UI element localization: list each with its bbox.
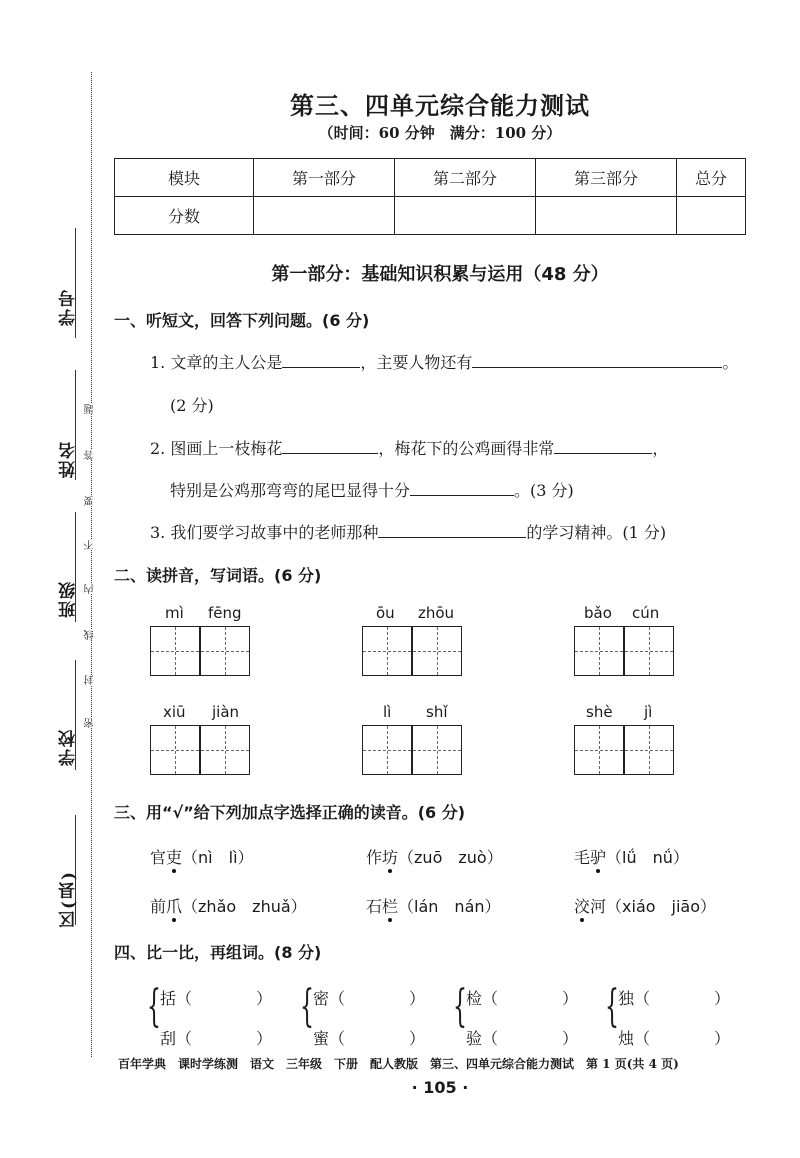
- pronunciation-options[interactable]: （nì lì）: [182, 848, 254, 867]
- q1-sentence-2-cont: 特别是公鸡那弯弯的尾巴显得十分 。(3 分): [170, 481, 574, 500]
- pronunciation-item: 前爪（zhǎo zhuǎ）: [150, 897, 307, 916]
- writing-grid-cell[interactable]: [200, 626, 250, 676]
- seal-char: 内: [85, 584, 96, 594]
- name-label: 姓名: [59, 440, 79, 478]
- q1-sentence-3: 3. 我们要学习故事中的老师那种 的学习精神。(1 分): [150, 523, 667, 542]
- pinyin-label: fēng: [208, 604, 242, 622]
- q3-title: 三、用“√”给下列加点字选择正确的读音。(6 分): [114, 803, 466, 822]
- pronunciation-options[interactable]: （lán nán）: [398, 897, 501, 916]
- school-label: 学校: [59, 728, 79, 766]
- answer-blank[interactable]: [410, 481, 514, 496]
- compare-word[interactable]: 括（ ）: [160, 989, 273, 1008]
- student-id-label: 学号: [59, 288, 79, 326]
- score-row-label: 分数: [115, 197, 254, 235]
- binding-dotted-line: [91, 72, 92, 1057]
- compare-word[interactable]: 蜜（ ）: [313, 1029, 426, 1048]
- score-header-cell: 第二部分: [395, 159, 536, 197]
- district-label: 区(县): [59, 870, 79, 929]
- score-header-cell: 模块: [115, 159, 254, 197]
- pinyin-label: zhōu: [418, 604, 455, 622]
- compare-word[interactable]: 烛（ ）: [618, 1029, 731, 1048]
- seal-char: 答: [85, 450, 96, 460]
- score-cell[interactable]: [395, 197, 536, 235]
- pinyin-label: shè: [586, 703, 613, 721]
- score-header-cell: 第一部分: [254, 159, 395, 197]
- dotted-char: 爪: [166, 897, 183, 916]
- writing-grid-cell[interactable]: [412, 626, 462, 676]
- score-cell[interactable]: [677, 197, 746, 235]
- writing-grid-cell[interactable]: [412, 725, 462, 775]
- q1-sentence-1: 1. 文章的主人公是 ，主要人物还有 。: [150, 353, 739, 372]
- pinyin-label: mì: [165, 604, 184, 622]
- writing-grid-cell[interactable]: [362, 626, 412, 676]
- score-table-score-row: [115, 197, 746, 235]
- pinyin-label: jì: [644, 703, 653, 721]
- page-subtitle: （时间：60 分钟 满分：100 分）: [318, 124, 562, 142]
- part1-title: 第一部分：基础知识积累与运用（48 分）: [271, 264, 609, 285]
- seal-char: 线: [85, 630, 96, 640]
- dotted-char: 洨: [574, 897, 591, 916]
- pronunciation-options[interactable]: （xiáo jiāo）: [606, 897, 717, 916]
- writing-grid-cell[interactable]: [574, 725, 624, 775]
- score-header-cell: 总分: [677, 159, 746, 197]
- q1-sentence-1-score: (2 分): [170, 396, 214, 415]
- brace-icon: {: [147, 981, 161, 1032]
- answer-blank[interactable]: [472, 353, 722, 368]
- dotted-char: 坊: [382, 848, 399, 867]
- pinyin-label: jiàn: [212, 703, 240, 721]
- compare-word[interactable]: 独（ ）: [618, 989, 731, 1008]
- brace-icon: {: [453, 981, 467, 1032]
- writing-grid-cell[interactable]: [624, 725, 674, 775]
- pronunciation-item: 毛驴（lǘ nǘ）: [574, 848, 689, 867]
- answer-blank[interactable]: [282, 439, 378, 454]
- pronunciation-item: 官吏（nì lì）: [150, 848, 254, 867]
- pinyin-label: shǐ: [426, 703, 448, 721]
- writing-grid-cell[interactable]: [624, 626, 674, 676]
- compare-word[interactable]: 密（ ）: [313, 989, 426, 1008]
- score-table: [114, 158, 746, 235]
- seal-char: 密: [85, 718, 96, 728]
- pronunciation-options[interactable]: （lǘ nǘ）: [606, 848, 689, 867]
- class-label: 班级: [59, 580, 79, 618]
- brace-icon: {: [605, 981, 619, 1032]
- score-cell[interactable]: [536, 197, 677, 235]
- q1-sentence-2: 2. 图画上一枝梅花 ，梅花下的公鸡画得非常 ，: [150, 439, 669, 458]
- writing-grid-cell[interactable]: [362, 725, 412, 775]
- score-cell[interactable]: [254, 197, 395, 235]
- pronunciation-item: 洨河（xiáo jiāo）: [574, 897, 717, 916]
- score-table-header-row: [115, 159, 746, 197]
- q2-title: 二、读拼音，写词语。(6 分): [114, 566, 322, 585]
- pronunciation-options[interactable]: （zhǎo zhuǎ）: [182, 897, 307, 916]
- pronunciation-item: 作坊（zuō zuò）: [366, 848, 503, 867]
- writing-grid-cell[interactable]: [150, 626, 200, 676]
- answer-blank[interactable]: [554, 439, 652, 454]
- score-header-cell: 第三部分: [536, 159, 677, 197]
- pinyin-label: cún: [632, 604, 660, 622]
- seal-char: 封: [85, 675, 96, 685]
- answer-blank[interactable]: [282, 353, 360, 368]
- pronunciation-item: 石栏（lán nán）: [366, 897, 501, 916]
- writing-grid-cell[interactable]: [574, 626, 624, 676]
- q4-title: 四、比一比，再组词。(8 分): [114, 943, 322, 962]
- compare-word[interactable]: 刮（ ）: [160, 1029, 273, 1048]
- pinyin-label: xiū: [163, 703, 186, 721]
- pinyin-label: lì: [383, 703, 392, 721]
- footer-info: 百年学典 课时学练测 语文 三年级 下册 配人教版 第三、四单元综合能力测试 第 1 页(共 4 页): [118, 1057, 679, 1071]
- page-title: 第三、四单元综合能力测试: [290, 92, 590, 120]
- pronunciation-options[interactable]: （zuō zuò）: [398, 848, 503, 867]
- q1-title: 一、听短文，回答下列问题。(6 分): [114, 311, 370, 330]
- seal-char: 要: [85, 496, 96, 506]
- pinyin-label: bǎo: [584, 604, 612, 622]
- compare-word[interactable]: 检（ ）: [466, 989, 579, 1008]
- seal-char: 题: [85, 404, 96, 414]
- writing-grid-cell[interactable]: [150, 725, 200, 775]
- dotted-char: 栏: [382, 897, 399, 916]
- page-number: · 105 ·: [411, 1078, 469, 1097]
- seal-char: 不: [85, 540, 96, 550]
- dotted-char: 吏: [166, 848, 183, 867]
- answer-blank[interactable]: [378, 523, 526, 538]
- pinyin-label: ōu: [376, 604, 395, 622]
- writing-grid-cell[interactable]: [200, 725, 250, 775]
- dotted-char: 驴: [590, 848, 607, 867]
- brace-icon: {: [300, 981, 314, 1032]
- compare-word[interactable]: 验（ ）: [466, 1029, 579, 1048]
